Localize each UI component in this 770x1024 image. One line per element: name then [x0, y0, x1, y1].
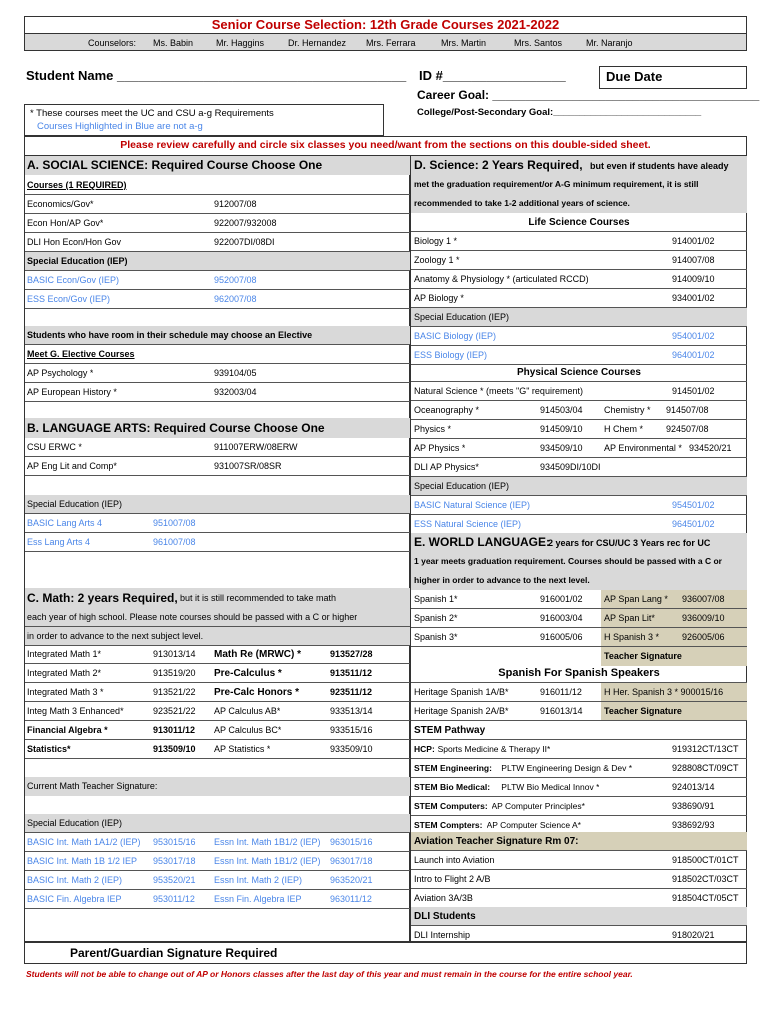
course-name: CSU ERWC *: [27, 442, 82, 452]
section-a-title: A. SOCIAL SCIENCE: Required Course Choose One: [27, 158, 323, 172]
course-code: 914509/10: [540, 424, 583, 434]
physical-science-title: Physical Science Courses: [517, 367, 641, 378]
course-code: 913013/14: [153, 649, 196, 659]
course-name: AP Computer Principles*: [491, 801, 585, 811]
course-name: Integ Math 3 Enhanced*: [27, 706, 124, 716]
career-goal-field[interactable]: Career Goal: ________________________________________: [417, 88, 760, 102]
course-code: 924013/14: [672, 782, 715, 792]
section-e-note: 1 year meets graduation requirement. Courses should be passed with a C or: [414, 556, 722, 566]
course-name: AP Calculus BC*: [214, 725, 282, 735]
course-code: 916001/02: [540, 594, 583, 604]
course-name: Essn Fin. Algebra IEP: [214, 894, 302, 904]
course-name: Spanish 1*: [414, 594, 458, 604]
course-code: 963017/18: [330, 856, 373, 866]
course-name: BASIC Int. Math 1B 1/2 IEP: [27, 856, 138, 866]
course-code: 923511/12: [330, 687, 373, 697]
uc-note: * These courses meet the UC and CSU a-g Requirements: [30, 108, 274, 119]
student-id-field[interactable]: ID #_________________: [419, 68, 566, 83]
sfs-title: Spanish For Spanish Speakers: [498, 667, 660, 679]
course-name: PLTW Engineering Design & Dev *: [501, 763, 633, 773]
course-name: Natural Science * (meets "G" requirement): [414, 386, 583, 396]
warning-text: Please review carefully and circle six classes you need/want from the sections on this double-sided sheet.: [120, 139, 651, 151]
course-name: AP Eng Lit and Comp*: [27, 461, 117, 471]
course-code: 914001/02: [672, 236, 715, 246]
course-name: Heritage Spanish 2A/B*: [414, 706, 509, 716]
course-name: AP Span Lit*: [604, 613, 655, 623]
course-name: Pre-Calculus *: [214, 668, 282, 679]
section-d-subtitle: but even if students have aleady: [590, 161, 729, 171]
course-code: 913511/12: [330, 668, 373, 678]
section-d-title: D. Science: 2 Years Required,: [414, 158, 583, 172]
course-name: Essn Int. Math 2 (IEP): [214, 875, 303, 885]
course-code: 939104/05: [214, 368, 257, 378]
course-name: Ess Lang Arts 4: [27, 537, 91, 547]
course-name: Biology 1 *: [414, 236, 458, 246]
course-name: Anatomy & Physiology * (articulated RCCD): [414, 274, 589, 284]
section-e-subtitle: 2 years for CSU/UC 3 Years rec for UC: [548, 538, 711, 548]
divider: [25, 475, 410, 476]
course-name: Sports Medicine & Therapy II*: [437, 744, 551, 754]
course-code: 914507/08: [666, 405, 709, 415]
divider: [25, 908, 410, 909]
course-code: 933513/14: [330, 706, 373, 716]
course-code: 916005/06: [540, 632, 583, 642]
course-name: Statistics*: [27, 744, 71, 754]
aviation-title: Aviation Teacher Signature Rm 07:: [414, 836, 579, 847]
course-name: Economics/Gov*: [27, 199, 94, 209]
course-name: Pre-Calc Honors *: [214, 687, 300, 698]
course-code: 918504CT/05CT: [672, 893, 739, 903]
course-name: AP Span Lang *: [604, 594, 668, 604]
course-name: Teacher Signature: [604, 706, 682, 716]
course-code: 926005/06: [682, 632, 725, 642]
course-code: 934001/02: [672, 293, 715, 303]
section-c-note: each year of high school. Please note courses should be passed with a C or higher: [27, 612, 358, 622]
section-d-note: recommended to take 1-2 additional years of science.: [414, 198, 630, 208]
stem-prefix: HCP:: [414, 744, 435, 754]
course-code: 954001/02: [672, 331, 715, 341]
course-name: AP Physics *: [414, 443, 466, 453]
counselor-name: Mrs. Martin: [441, 38, 486, 48]
course-name: Chemistry *: [604, 405, 651, 415]
course-code: 934509DI/10DI: [540, 462, 601, 472]
course-name: Math Re (MRWC) *: [214, 649, 302, 660]
course-name: ESS Econ/Gov (IEP): [27, 294, 111, 304]
blue-note: Courses Highlighted in Blue are not a-g: [37, 121, 203, 132]
divider: [25, 551, 410, 552]
section-c-note: in order to advance to the next subject level.: [27, 631, 204, 641]
stem-prefix: STEM Bio Medical:: [414, 782, 491, 792]
counselor-name: Mr. Haggins: [216, 38, 265, 48]
course-code: 914007/08: [672, 255, 715, 265]
course-code: 963520/21: [330, 875, 373, 885]
dli-title: DLI Students: [414, 911, 476, 922]
course-code: 913519/20: [153, 668, 196, 678]
course-name: AP Environmental *: [604, 443, 682, 453]
counselor-name: Mr. Naranjo: [586, 38, 633, 48]
course-code: 912007/08: [214, 199, 257, 209]
elective-note: Students who have room in their schedule may choose an Elective: [27, 330, 313, 340]
course-code: 938692/93: [672, 820, 715, 830]
course-name: Financial Algebra *: [27, 725, 108, 735]
course-name: AP Psychology *: [27, 368, 94, 378]
stem-prefix: STEM Engineering:: [414, 763, 492, 773]
course-name: Spanish 3*: [414, 632, 458, 642]
course-name: Spanish 2*: [414, 613, 458, 623]
course-code: 913527/28: [330, 649, 373, 659]
course-code: 963015/16: [330, 837, 373, 847]
course-name: BASIC Fin. Algebra IEP: [27, 894, 122, 904]
course-code: 914501/02: [672, 386, 715, 396]
course-code: 961007/08: [153, 537, 196, 547]
stem-prefix: STEM Computers:: [414, 801, 488, 811]
course-code: 933509/10: [330, 744, 373, 754]
course-code: 918502CT/03CT: [672, 874, 739, 884]
course-code: 964001/02: [672, 350, 715, 360]
course-name: BASIC Int. Math 1A1/2 (IEP): [27, 837, 141, 847]
course-name: AP Calculus AB*: [214, 706, 281, 716]
course-code: 963011/12: [330, 894, 372, 904]
course-code: 911007ERW/08ERW: [214, 442, 298, 452]
course-name: H Chem *: [604, 424, 644, 434]
parent-signature-label[interactable]: Parent/Guardian Signature Required: [70, 946, 278, 960]
course-name: Launch into Aviation: [414, 855, 495, 865]
course-code: 916011/12: [540, 687, 582, 697]
course-code: 952007/08: [214, 275, 257, 285]
divider: [25, 308, 410, 309]
section-d-note: met the graduation requirement/or A-G minimum requirement, it is still: [414, 179, 699, 189]
course-code: 931007SR/08SR: [214, 461, 282, 471]
course-code: 938690/91: [672, 801, 715, 811]
course-code: 916003/04: [540, 613, 583, 623]
course-code: 953017/18: [153, 856, 196, 866]
math-teacher-signature: Current Math Teacher Signature:: [27, 781, 158, 791]
course-name: BASIC Biology (IEP): [414, 331, 497, 341]
course-code: 962007/08: [214, 294, 257, 304]
counselors-label: Counselors:: [88, 38, 137, 48]
course-name: PLTW Bio Medical Innov *: [501, 782, 600, 792]
college-goal-field[interactable]: College/Post-Secondary Goal:____________________________: [417, 107, 702, 118]
course-code: 922007DI/08DI: [214, 237, 275, 247]
counselor-name: Mrs. Ferrara: [366, 38, 416, 48]
course-code: 953520/21: [153, 875, 196, 885]
course-code: 934520/21: [689, 443, 732, 453]
course-name: ESS Natural Science (IEP): [414, 519, 522, 529]
sped-label: Special Education (IEP): [27, 818, 123, 828]
course-code: 922007/932008: [214, 218, 277, 228]
course-code: 951007/08: [153, 518, 196, 528]
course-name: DLI Internship: [414, 930, 471, 940]
course-name: AP European History *: [27, 387, 117, 397]
teacher-signature: Teacher Signature: [604, 651, 682, 661]
course-name: Heritage Spanish 1A/B*: [414, 687, 509, 697]
sped-label: Special Education (IEP): [414, 312, 510, 322]
course-code: 953011/12: [153, 894, 195, 904]
counselor-name: Ms. Babin: [153, 38, 194, 48]
stem-title: STEM Pathway: [414, 725, 486, 736]
course-code: 928808CT/09CT: [672, 763, 739, 773]
divider: [25, 401, 410, 402]
elective-title: Meet G. Elective Courses: [27, 349, 135, 359]
course-code: 913521/22: [153, 687, 196, 697]
course-name: Essn Int. Math 1B1/2 (IEP): [214, 856, 321, 866]
due-date-label: Due Date: [606, 69, 663, 84]
course-code: 964501/02: [672, 519, 715, 529]
course-name: Zoology 1 *: [414, 255, 460, 265]
course-code: 954501/02: [672, 500, 715, 510]
divider: [25, 758, 410, 759]
course-name: Integrated Math 1*: [27, 649, 102, 659]
sped-label: Special Education (IEP): [414, 481, 510, 491]
course-name: Essn Int. Math 1B1/2 (IEP): [214, 837, 321, 847]
course-name: Intro to Flight 2 A/B: [414, 874, 491, 884]
course-name: AP Computer Science A*: [486, 820, 581, 830]
student-name-field[interactable]: Student Name ________________________________________: [26, 68, 407, 83]
course-code: 953015/16: [153, 837, 196, 847]
course-code: 936007/08: [682, 594, 725, 604]
sped-label: Special Education (IEP): [27, 499, 123, 509]
section-c-title: C. Math: 2 years Required,: [27, 591, 178, 605]
course-code: 932003/04: [214, 387, 257, 397]
course-code: 913011/12: [153, 725, 196, 735]
course-name: Aviation 3A/3B: [414, 893, 473, 903]
course-name: H Her. Spanish 3 * 900015/16: [604, 687, 724, 697]
course-name: Integrated Math 2*: [27, 668, 102, 678]
course-code: 924507/08: [666, 424, 709, 434]
course-name: AP Statistics *: [214, 744, 271, 754]
course-code: 936009/10: [682, 613, 725, 623]
counselor-name: Mrs. Santos: [514, 38, 563, 48]
stem-prefix: STEM Compters:: [414, 820, 483, 830]
course-code: 918500CT/01CT: [672, 855, 739, 865]
course-code: 933515/16: [330, 725, 373, 735]
course-name: Oceanography *: [414, 405, 480, 415]
course-code: 923521/22: [153, 706, 196, 716]
section-b-title: B. LANGUAGE ARTS: Required Course Choose One: [27, 421, 325, 435]
course-code: 914009/10: [672, 274, 715, 284]
footer-notice: Students will not be able to change out of AP or Honors classes after the last day of this year and must remain in the course for the entire school year.: [26, 969, 633, 979]
course-name: Physics *: [414, 424, 452, 434]
course-code: 914503/04: [540, 405, 583, 415]
section-c-subtitle: but it is still recommended to take math: [180, 593, 337, 603]
course-name: AP Biology *: [414, 293, 464, 303]
course-code: 919312CT/13CT: [672, 744, 739, 754]
course-code: 918020/21: [672, 930, 715, 940]
course-name: Special Education (IEP): [27, 256, 128, 266]
page-title: Senior Course Selection: 12th Grade Courses 2021-2022: [211, 17, 560, 32]
course-name: BASIC Int. Math 2 (IEP): [27, 875, 123, 885]
course-name: Courses (1 REQUIRED): [27, 180, 127, 190]
course-name: ESS Biology (IEP): [414, 350, 488, 360]
course-name: DLI Hon Econ/Hon Gov: [27, 237, 122, 247]
course-name: BASIC Natural Science (IEP): [414, 500, 531, 510]
section-e-title: E. WORLD LANGUAGE:: [414, 535, 550, 549]
course-code: 916013/14: [540, 706, 583, 716]
course-code: 934509/10: [540, 443, 583, 453]
course-code: 913509/10: [153, 744, 196, 754]
life-science-title: Life Science Courses: [528, 217, 630, 228]
section-e-note: higher in order to advance to the next level.: [414, 575, 590, 585]
course-name: Econ Hon/AP Gov*: [27, 218, 104, 228]
counselor-name: Dr. Hernandez: [288, 38, 347, 48]
course-name: H Spanish 3 *: [604, 632, 660, 642]
course-name: DLI AP Physics*: [414, 462, 479, 472]
course-name: BASIC Lang Arts 4: [27, 518, 103, 528]
course-name: BASIC Econ/Gov (IEP): [27, 275, 120, 285]
course-name: Integrated Math 3 *: [27, 687, 104, 697]
